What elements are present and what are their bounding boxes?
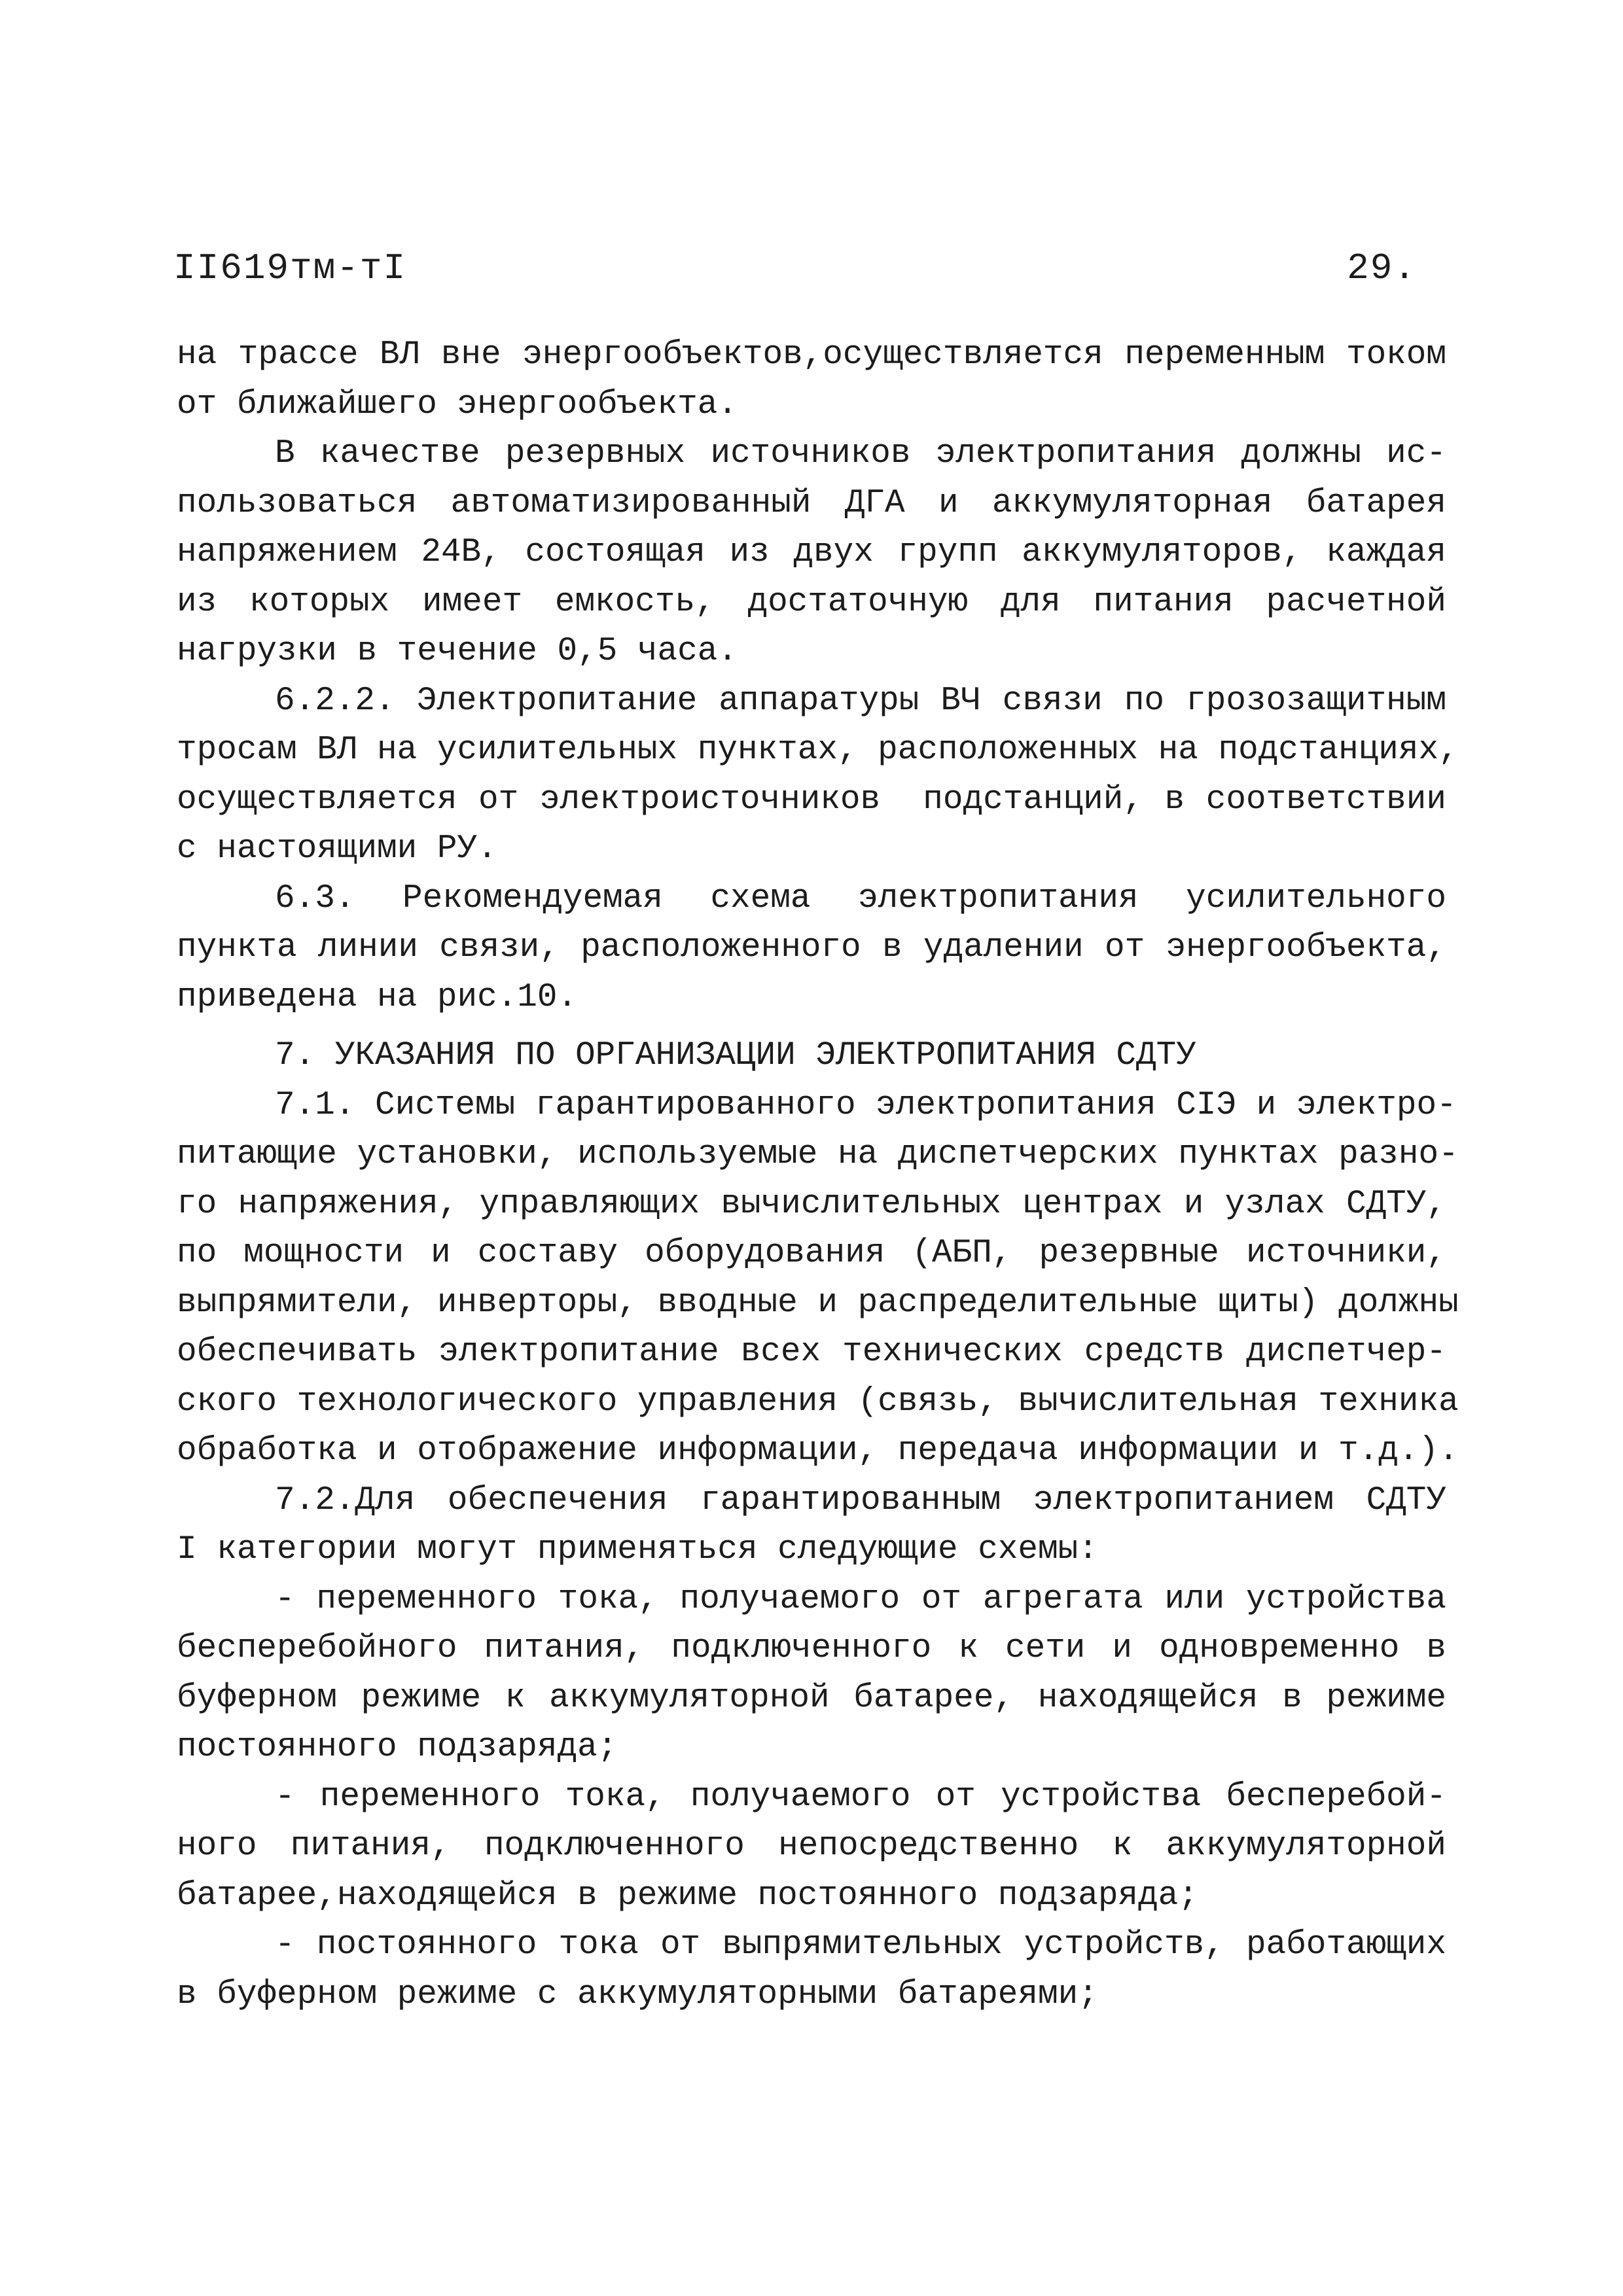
page-number: 29. [1347, 247, 1417, 289]
text-line: го напряжения, управляющих вычислительных центрах и узлах СДТУ, [177, 1185, 1446, 1223]
text-line: В качестве резервных источников электропитания должны ис- [275, 435, 1446, 472]
text-line: выпрямители, инверторы, вводные и распределительные щиты) должны [177, 1284, 1459, 1322]
text-line: в буферном режиме с аккумуляторными батареями; [177, 1975, 1098, 2013]
paragraph-7-2 [177, 1476, 1446, 1575]
text-line: - переменного тока, получаемого от агрегата или устройства [275, 1580, 1446, 1618]
section-heading-7 [177, 1031, 1446, 1081]
paragraph-continuation [177, 330, 1446, 429]
paragraph-reserve-sources [177, 429, 1446, 677]
text-line: буферном режиме к аккумуляторной батарее, находящейся в режиме [177, 1679, 1446, 1717]
text-line: пункта линии связи, расположенного в удалении от энергообъекта, [177, 929, 1446, 966]
text-line: обеспечивать электропитание всех технических средств диспетчер- [177, 1333, 1446, 1371]
text-line: на трассе ВЛ вне энергообъектов,осуществляется переменным током [177, 336, 1446, 374]
text-line: - постоянного тока от выпрямительных устройств, работающих [275, 1926, 1446, 1964]
text-line: постоянного подзаряда; [177, 1729, 618, 1766]
text-line: напряжением 24В, состоящая из двух групп аккумуляторов, каждая [177, 534, 1446, 571]
text-line: питающие установки, используемые на диспетчерских пунктах разно- [177, 1136, 1459, 1173]
text-line: бесперебойного питания, подключенного к сети и одновременно в [177, 1630, 1446, 1667]
text-line: приведена на рис.10. [177, 978, 578, 1016]
text-line: из которых имеет емкость, достаточную для питания расчетной [177, 583, 1446, 621]
text-line: осуществляется от электроисточников подстанций, в соответствии [177, 781, 1446, 819]
text-line: - переменного тока, получаемого от устройства бесперебой- [275, 1778, 1446, 1816]
text-line: с настоящими РУ. [177, 830, 497, 868]
text-line: нагрузки в течение 0,5 часа. [177, 633, 738, 670]
text-line: тросам ВЛ на усилительных пунктах, расположенных на подстанциях, [177, 732, 1459, 769]
text-line: 7.1. Системы гарантированного электропитания СIЭ и электро- [275, 1086, 1457, 1124]
text-line: пользоваться автоматизированный ДГА и аккумуляторная батарея [177, 484, 1446, 522]
text-line: по мощности и составу оборудования (АБП, резервные источники, [177, 1235, 1446, 1272]
text-line: от ближайшего энергообъекта. [177, 385, 738, 423]
text-line: 6.2.2. Электропитание аппаратуры ВЧ связи по грозозащитным [275, 682, 1446, 720]
text-line: ского технологического управления (связь, вычислительная техника [177, 1383, 1459, 1421]
paragraph-7-1 [177, 1081, 1459, 1476]
page-header [173, 247, 1417, 293]
list-item-ac-ups [177, 1773, 1446, 1921]
text-line: 7.2.Для обеспечения гарантированным электропитанием СДТУ [275, 1481, 1446, 1519]
paragraph-6-2-2 [177, 677, 1459, 874]
text-line: I категории могут применяться следующие схемы: [177, 1531, 1098, 1568]
spacer [177, 1022, 1446, 1031]
list-item-dc-rectifier [177, 1920, 1446, 2019]
text-line: ного питания, подключенного непосредственно к аккумуляторной [177, 1828, 1446, 1865]
paragraph-6-3 [177, 874, 1446, 1023]
text-line: обработка и отображение информации, передача информации и т.д.). [177, 1432, 1459, 1470]
list-item-ac-agregat [177, 1575, 1446, 1773]
document-code: II619тм-тI [173, 247, 407, 289]
document-body [177, 330, 1459, 2019]
section-heading: 7. УКАЗАНИЯ ПО ОРГАНИЗАЦИИ ЭЛЕКТРОПИТАНИЯ СДТУ [275, 1037, 1196, 1074]
text-line: 6.3. Рекомендуемая схема электропитания усилительного [275, 879, 1446, 917]
text-line: батарее,находящейся в режиме постоянного подзаряда; [177, 1877, 1198, 1915]
